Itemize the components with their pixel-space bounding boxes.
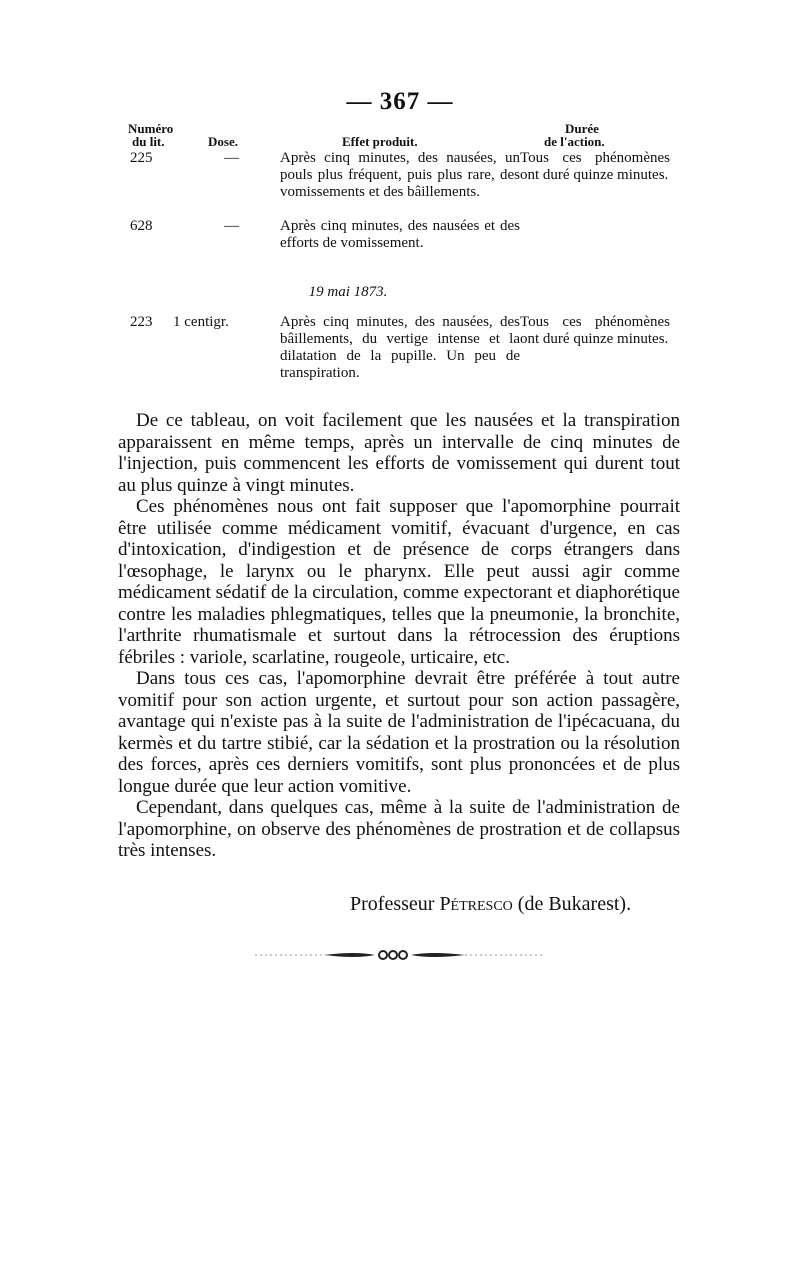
signature-suffix: (de Bukarest). [512, 893, 632, 915]
dose: — [224, 150, 239, 166]
header-duree-line1: Durée [565, 121, 599, 136]
signature-prefix: Professeur [350, 893, 440, 915]
header-lit-line1: Numéro [128, 121, 174, 136]
header-dose: Dose. [208, 134, 238, 149]
paragraph: Cependant, dans quelques cas, même à la suite de l'administration de l'apomorphine, on observe des phénomènes de prostration et de collapsus très intenses. [118, 797, 680, 861]
paragraph: Dans tous ces cas, l'apomorphine devrait être préférée à tout autre vomitif pour son action urgente, et surtout pour son action passagère, avantage qui n'existe pas à la suite de l'administration de l'ipécacuana, du kermès et du tartre stibié, car la sédation et la prostration ou la résolution des forces, après ces derniers vomitifs, sont plus prononcées et de plus longue durée que leur action vomitive. [118, 668, 680, 797]
bed-number: 628 [130, 218, 153, 234]
bed-number: 225 [130, 150, 153, 166]
paragraph: De ce tableau, on voit facilement que les nausées et la transpiration apparaissent en même temps, après un intervalle de cinq minutes de l'injection, puis commencent les efforts de vomissement qui durent tout au plus quinze à vingt minutes. [118, 410, 680, 496]
dose: 1 centigr. [173, 314, 229, 330]
paragraph: Ces phénomènes nous ont fait supposer que l'apomorphine pourrait être utilisée comme médicament vomitif, évacuant d'urgence, en cas d'intoxication, d'indigestion et de présence de corps étrangers dans l'œsophage, le larynx ou le pharynx. Elle peut aussi agir comme médicament sédatif de la circulation, comme expectorant et diaphorétique contre les maladies phlegmatiques, telles que la pneumonie, la bronchite, l'arthrite rhumatismale et surtout dans la rétrocession des éruptions fébriles : variole, scarlatine, rougeole, urticaire, etc. [118, 496, 680, 668]
date-heading: 19 mai 1873. [308, 284, 388, 300]
header-effet: Effet produit. [342, 134, 418, 149]
effect-text: Après cinq minutes, des nausées et des efforts de vomissement. [280, 218, 520, 251]
dose: — [224, 218, 239, 234]
bed-number: 223 [130, 314, 153, 330]
effect-text: Après cinq minutes, des nausées, des bâillements, du vertige intense et la dilatation de la pupille. Un peu de transpiration. [280, 314, 520, 381]
duration-text: Tous ces phénomènes ont duré quinze minutes. [520, 150, 670, 183]
body-text [118, 410, 680, 862]
duration-text: Tous ces phénomènes ont duré quinze minutes. [520, 314, 670, 347]
page-number: — 367 — [346, 88, 454, 115]
header-duree-line2: de l'action. [544, 134, 605, 149]
author-name: Pétresco [439, 893, 513, 915]
ornament-divider [255, 948, 545, 962]
header-lit-line2: du lit. [132, 134, 165, 149]
author-signature [350, 893, 631, 916]
effect-text: Après cinq minutes, des nausées, un pouls plus fréquent, puis plus rare, des vomissements et des bâillements. [280, 150, 520, 200]
